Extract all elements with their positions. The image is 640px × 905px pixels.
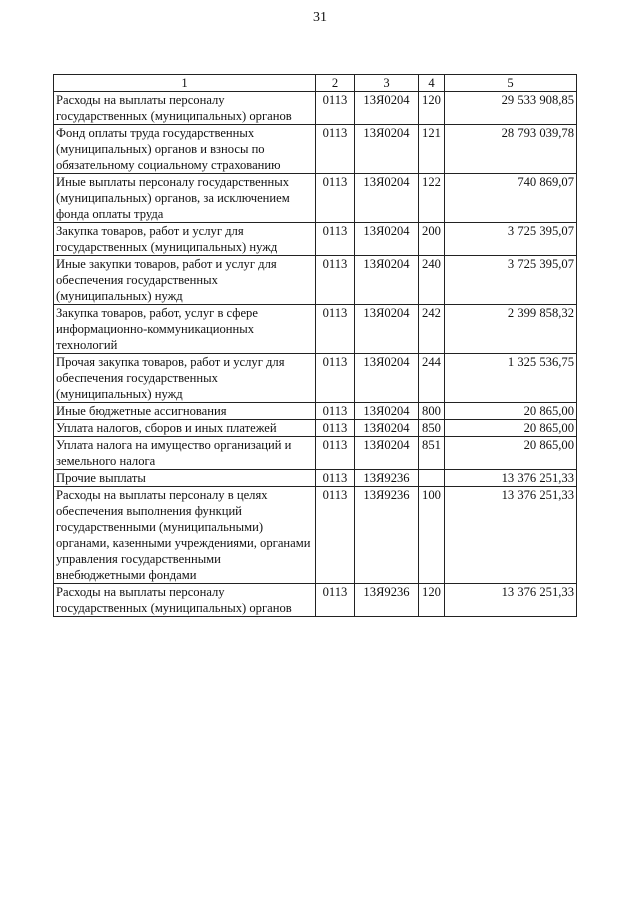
expense-type-code: 200: [419, 223, 445, 256]
amount: 3 725 395,07: [445, 223, 577, 256]
expense-name: Иные закупки товаров, работ и услуг для обеспечения государственных (муниципальных) нужд: [54, 256, 316, 305]
target-article-code: 13Я9236: [355, 584, 419, 617]
expense-name: Прочая закупка товаров, работ и услуг для обеспечения государственных (муниципальных) нужд: [54, 354, 316, 403]
expense-name: Иные выплаты персоналу государственных (муниципальных) органов, за исключением фонда оплаты труда: [54, 174, 316, 223]
expense-type-code: 242: [419, 305, 445, 354]
amount: 29 533 908,85: [445, 92, 577, 125]
expense-type-code: 850: [419, 420, 445, 437]
section-code: 0113: [316, 354, 355, 403]
section-code: 0113: [316, 305, 355, 354]
table-row: [54, 420, 577, 437]
section-code: 0113: [316, 125, 355, 174]
section-code: 0113: [316, 584, 355, 617]
section-code: 0113: [316, 92, 355, 125]
table-row: [54, 584, 577, 617]
target-article-code: 13Я0204: [355, 403, 419, 420]
expense-name: Иные бюджетные ассигнования: [54, 403, 316, 420]
header-col-4: 4: [419, 75, 445, 92]
section-code: 0113: [316, 174, 355, 223]
expense-type-code: [419, 470, 445, 487]
header-row: [54, 75, 577, 92]
expense-type-code: 121: [419, 125, 445, 174]
header-col-5: 5: [445, 75, 577, 92]
target-article-code: 13Я0204: [355, 305, 419, 354]
expense-name: Уплата налога на имущество организаций и земельного налога: [54, 437, 316, 470]
page-number: 31: [313, 10, 327, 25]
expense-name: Расходы на выплаты персоналу в целях обеспечения выполнения функций государственными (муниципальными) органами, казенными учреждениями, органами управления государственными внебюджетными фондами: [54, 487, 316, 584]
budget-table: [53, 74, 577, 617]
amount: 1 325 536,75: [445, 354, 577, 403]
expense-name: Фонд оплаты труда государственных (муниципальных) органов и взносы по обязательному социальному страхованию: [54, 125, 316, 174]
expense-type-code: 120: [419, 92, 445, 125]
amount: 740 869,07: [445, 174, 577, 223]
table-row: [54, 92, 577, 125]
expense-type-code: 240: [419, 256, 445, 305]
table-row: [54, 223, 577, 256]
table-row: [54, 487, 577, 584]
amount: 13 376 251,33: [445, 470, 577, 487]
expense-type-code: 100: [419, 487, 445, 584]
expense-type-code: 851: [419, 437, 445, 470]
target-article-code: 13Я0204: [355, 354, 419, 403]
table-row: [54, 305, 577, 354]
expense-type-code: 244: [419, 354, 445, 403]
expense-name: Закупка товаров, работ, услуг в сфере информационно-коммуникационных технологий: [54, 305, 316, 354]
target-article-code: 13Я9236: [355, 487, 419, 584]
amount: 20 865,00: [445, 403, 577, 420]
amount: 28 793 039,78: [445, 125, 577, 174]
target-article-code: 13Я0204: [355, 92, 419, 125]
header-col-1: 1: [54, 75, 316, 92]
expense-type-code: 800: [419, 403, 445, 420]
section-code: 0113: [316, 420, 355, 437]
expense-name: Расходы на выплаты персоналу государственных (муниципальных) органов: [54, 92, 316, 125]
table-row: [54, 470, 577, 487]
table-row: [54, 354, 577, 403]
expense-name: Расходы на выплаты персоналу государственных (муниципальных) органов: [54, 584, 316, 617]
section-code: 0113: [316, 403, 355, 420]
table-row: [54, 256, 577, 305]
target-article-code: 13Я0204: [355, 437, 419, 470]
target-article-code: 13Я0204: [355, 223, 419, 256]
expense-type-code: 120: [419, 584, 445, 617]
table-row: [54, 125, 577, 174]
amount: 2 399 858,32: [445, 305, 577, 354]
amount: 20 865,00: [445, 420, 577, 437]
expense-name: Прочие выплаты: [54, 470, 316, 487]
section-code: 0113: [316, 470, 355, 487]
expense-type-code: 122: [419, 174, 445, 223]
target-article-code: 13Я0204: [355, 420, 419, 437]
amount: 3 725 395,07: [445, 256, 577, 305]
amount: 13 376 251,33: [445, 487, 577, 584]
amount: 20 865,00: [445, 437, 577, 470]
amount: 13 376 251,33: [445, 584, 577, 617]
target-article-code: 13Я0204: [355, 174, 419, 223]
header-col-2: 2: [316, 75, 355, 92]
section-code: 0113: [316, 223, 355, 256]
table-row: [54, 437, 577, 470]
expense-name: Закупка товаров, работ и услуг для государственных (муниципальных) нужд: [54, 223, 316, 256]
target-article-code: 13Я9236: [355, 470, 419, 487]
expense-name: Уплата налогов, сборов и иных платежей: [54, 420, 316, 437]
section-code: 0113: [316, 437, 355, 470]
section-code: 0113: [316, 256, 355, 305]
section-code: 0113: [316, 487, 355, 584]
header-col-3: 3: [355, 75, 419, 92]
target-article-code: 13Я0204: [355, 125, 419, 174]
target-article-code: 13Я0204: [355, 256, 419, 305]
table-row: [54, 403, 577, 420]
table-row: [54, 174, 577, 223]
